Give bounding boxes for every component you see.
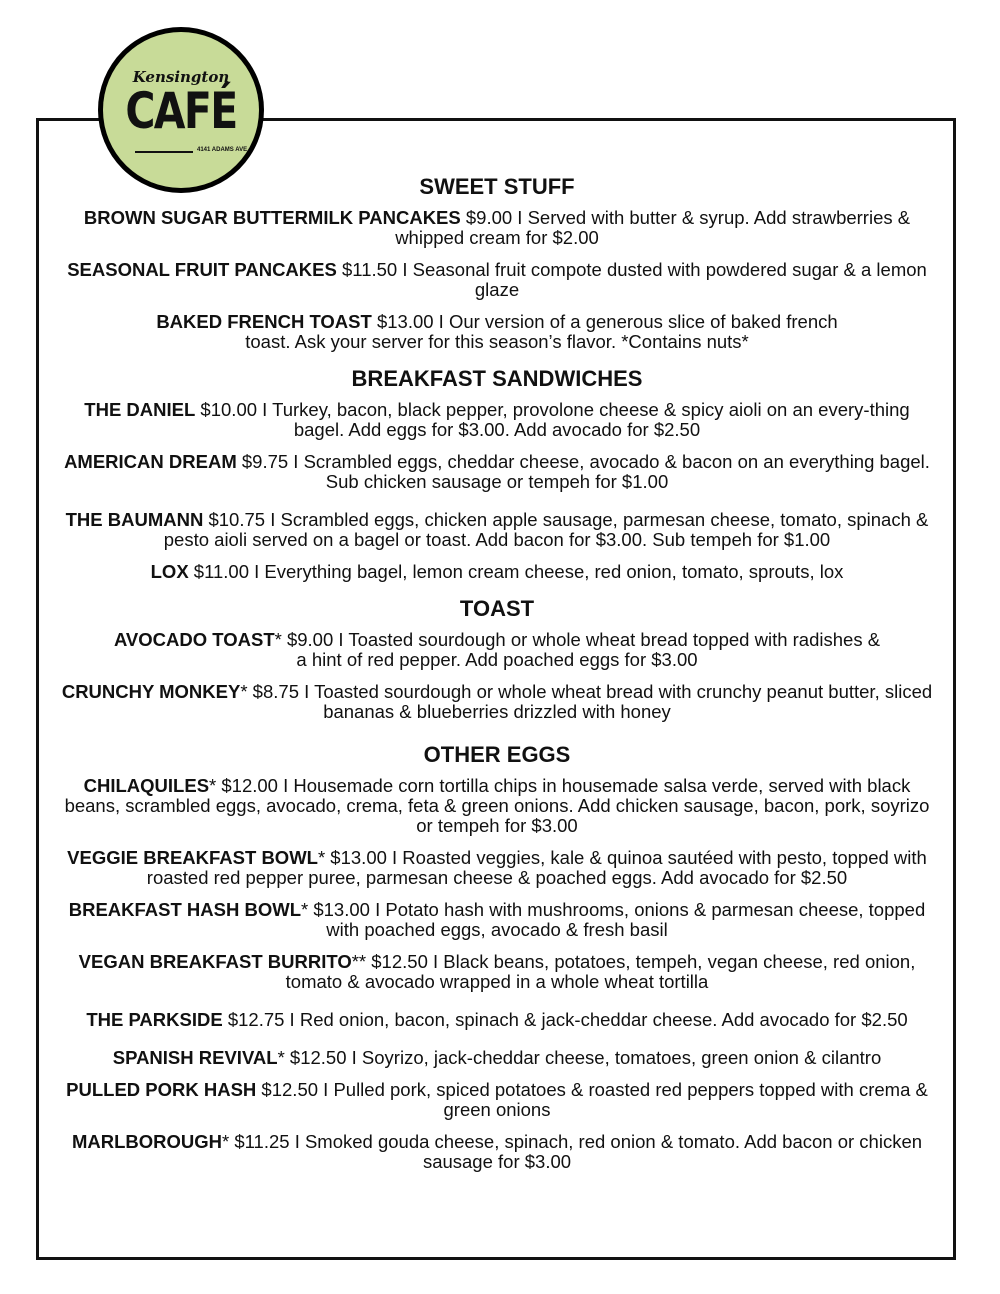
item-description: $10.75 I Scrambled eggs, chicken apple sausage, parmesan cheese, tomato, spinach & pesto aioli served on a bagel or toast. Add bacon for $3.00. Sub tempeh for $1.00 xyxy=(163,509,929,550)
menu-item xyxy=(60,630,934,670)
item-name: THE DANIEL xyxy=(84,399,196,420)
section-sweet-stuff xyxy=(60,172,934,352)
section-breakfast-sandwiches xyxy=(60,364,934,582)
item-name: BAKED FRENCH TOAST xyxy=(156,311,372,332)
menu-item xyxy=(60,776,934,836)
menu-item xyxy=(60,900,934,940)
item-name: MARLBOROUGH xyxy=(71,1131,222,1152)
item-name: VEGAN BREAKFAST BURRITO xyxy=(78,951,352,972)
menu-item xyxy=(60,1132,934,1172)
menu-item xyxy=(60,682,934,722)
item-description: $12.50 I Pulled pork, spiced potatoes & roasted red peppers topped with crema & green onions xyxy=(256,1079,928,1120)
item-description: $13.00 I Our version of a generous slice of baked french toast. Ask your server for this season’s flavor. *Contains nuts* xyxy=(245,311,838,352)
section-other-eggs xyxy=(60,740,934,1172)
item-description: $11.50 I Seasonal fruit compote dusted with powdered sugar & a lemon glaze xyxy=(336,259,927,300)
logo-badge xyxy=(103,32,259,188)
item-description: * $11.25 I Smoked gouda cheese, spinach, red onion & tomato. Add bacon or chicken sausage for $3.00 xyxy=(222,1131,923,1172)
menu-item xyxy=(60,848,934,888)
section-title: BREAKFAST SANDWICHES xyxy=(351,366,643,391)
item-description: * $9.00 I Toasted sourdough or whole wheat bread topped with radishes & a hint of red pepper. Add poached eggs for $3.00 xyxy=(274,629,881,670)
menu-item xyxy=(60,562,934,582)
logo-divider xyxy=(135,151,193,153)
item-name: AMERICAN DREAM xyxy=(64,451,237,472)
item-name: VEGGIE BREAKFAST BOWL xyxy=(67,847,318,868)
logo-kensington-text: Kensington xyxy=(132,68,230,86)
item-name: SPANISH REVIVAL xyxy=(112,1047,278,1068)
section-title: SWEET STUFF xyxy=(419,174,575,199)
item-description: * $12.50 I Soyrizo, jack-cheddar cheese, tomatoes, green onion & cilantro xyxy=(277,1047,882,1068)
item-name: BREAKFAST HASH BOWL xyxy=(68,899,302,920)
item-description: $11.00 I Everything bagel, lemon cream cheese, red onion, tomato, sprouts, lox xyxy=(188,561,844,582)
item-name: THE BAUMANN xyxy=(65,509,204,530)
item-description: * $13.00 I Roasted veggies, kale & quinoa sautéed with pesto, topped with roasted red pepper puree, parmesan cheese & poached eggs. Add avocado for $2.50 xyxy=(146,847,927,888)
item-description: $9.75 I Scrambled eggs, cheddar cheese, avocado & bacon on an everything bagel. Sub chicken sausage or tempeh for $1.00 xyxy=(236,451,930,492)
item-name: THE PARKSIDE xyxy=(86,1009,223,1030)
menu-item xyxy=(60,260,934,300)
item-name: LOX xyxy=(150,561,189,582)
menu-item xyxy=(60,952,934,992)
item-description: ** $12.50 I Black beans, potatoes, tempeh, vegan cheese, red onion, tomato & avocado wrapped in a whole wheat tortilla xyxy=(285,951,916,992)
item-name: CRUNCHY MONKEY xyxy=(61,681,241,702)
menu-item xyxy=(60,208,934,248)
section-toast xyxy=(60,594,934,722)
menu-content xyxy=(60,172,934,1184)
logo-cafe-text: CAFÉ xyxy=(125,82,237,140)
menu-item xyxy=(60,452,934,492)
item-name: PULLED PORK HASH xyxy=(66,1079,257,1100)
section-title: TOAST xyxy=(459,596,535,621)
item-description: $10.00 I Turkey, bacon, black pepper, provolone cheese & spicy aioli on an every-thing bagel. Add eggs for $3.00. Add avocado for $2.50 xyxy=(195,399,910,440)
item-description: * $13.00 I Potato hash with mushrooms, onions & parmesan cheese, topped with poached eggs, avocado & fresh basil xyxy=(301,899,926,940)
item-description: $12.75 I Red onion, bacon, spinach & jack-cheddar cheese. Add avocado for $2.50 xyxy=(222,1009,908,1030)
item-name: SEASONAL FRUIT PANCAKES xyxy=(67,259,337,280)
menu-item xyxy=(60,1080,934,1120)
menu-item xyxy=(60,510,934,550)
item-name: CHILAQUILES xyxy=(83,775,210,796)
item-description: * $12.00 I Housemade corn tortilla chips in housemade salsa verde, served with black beans, scrambled eggs, avocado, crema, feta & green onions. Add chicken sausage, bacon, pork, soyrizo or tempeh for $3.00 xyxy=(64,775,930,836)
section-title: OTHER EGGS xyxy=(423,742,571,767)
cafe-logo xyxy=(98,27,264,193)
menu-item xyxy=(60,1048,934,1068)
item-name: AVOCADO TOAST xyxy=(113,629,275,650)
menu-item xyxy=(60,1010,934,1030)
item-description: $9.00 I Served with butter & syrup. Add strawberries & whipped cream for $2.00 xyxy=(395,207,911,248)
logo-address: 4141 ADAMS AVE. xyxy=(197,147,249,153)
item-name: BROWN SUGAR BUTTERMILK PANCAKES xyxy=(83,207,461,228)
item-description: * $8.75 I Toasted sourdough or whole wheat bread with crunchy peanut butter, sliced bananas & blueberries drizzled with honey xyxy=(240,681,933,722)
menu-item xyxy=(60,312,934,352)
menu-item xyxy=(60,400,934,440)
